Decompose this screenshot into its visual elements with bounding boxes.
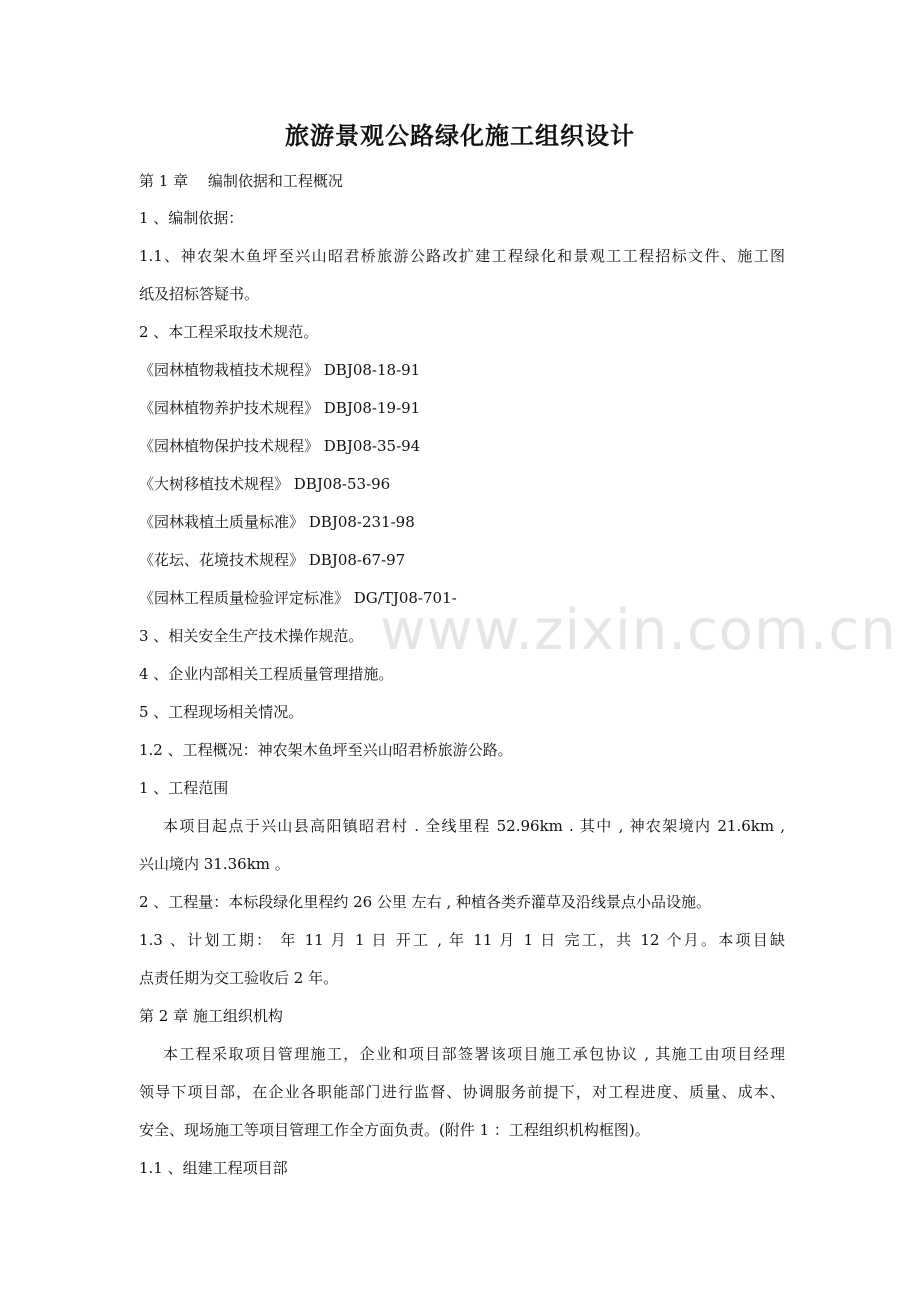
section-basis-heading: 1 、编制依据：: [139, 209, 244, 227]
paragraph-line: 安全、现场施工等项目管理工作全方面负责。(附件 1 ：工程组织机构框图)。: [139, 1121, 650, 1139]
list-item: 2 、工程量：本标段绿化里程约 26 公里 左右 , 种植各类乔灌草及沿线景点小品设施。: [139, 893, 712, 911]
paragraph-line: 领导下项目部，在企业各职能部门进行监督、协调服务前提下，对工程进度、质量、成本、: [139, 1083, 785, 1101]
standard-item: 《园林植物保护技术规程》 DBJ08-35-94: [139, 437, 421, 455]
standard-item: 《园林植物栽植技术规程》 DBJ08-18-91: [139, 361, 421, 379]
paragraph-line: 本项目起点于兴山县高阳镇昭君村 . 全线里程 52.96km . 其中 , 神农架境内 21.6km ,: [163, 817, 785, 835]
standard-item: 《园林栽植土质量标准》 DBJ08-231-98: [139, 513, 415, 531]
standard-item: 《花坛、花境技术规程》 DBJ08-67-97: [139, 551, 406, 569]
chapter-1-heading: 第 1 章 编制依据和工程概况: [139, 172, 343, 190]
list-item: 1 、工程范围: [139, 779, 229, 797]
section-overview-heading: 1.2 、工程概况：神农架木鱼坪至兴山昭君桥旅游公路。: [139, 741, 513, 759]
list-item: 2 、本工程采取技术规范。: [139, 323, 319, 341]
paragraph-line: 兴山境内 31.36km 。: [139, 855, 290, 873]
chapter-2-heading: 第 2 章 施工组织机构: [139, 1007, 283, 1025]
paragraph-line: 1.1、神农架木鱼坪至兴山昭君桥旅游公路改扩建工程绿化和景观工工程招标文件、施工图: [139, 247, 785, 265]
paragraph-line: 点责任期为交工验收后 2 年。: [139, 969, 339, 987]
document-title: 旅游景观公路绿化施工组织设计: [285, 122, 635, 150]
paragraph-line: 本工程采取项目管理施工，企业和项目部签署该项目施工承包协议 , 其施工由项目经理: [163, 1045, 785, 1063]
list-item: 5 、工程现场相关情况。: [139, 703, 304, 721]
section-heading: 1.1 、组建工程项目部: [139, 1159, 288, 1177]
standard-item: 《大树移植技术规程》 DBJ08-53-96: [139, 475, 391, 493]
watermark: www.zixin.com.cn: [380, 598, 897, 663]
paragraph-line: 纸及招标答疑书。: [139, 285, 260, 303]
list-item: 3 、相关安全生产技术操作规范。: [139, 627, 364, 645]
standard-item: 《园林工程质量检验评定标准》 DG/TJ08-701-: [139, 589, 457, 607]
list-item: 4 、企业内部相关工程质量管理措施。: [139, 665, 394, 683]
standard-item: 《园林植物养护技术规程》 DBJ08-19-91: [139, 399, 421, 417]
paragraph-line: 1.3 、计划工期： 年 11 月 1 日 开工 , 年 11 月 1 日 完工，共 12 个月。本项目缺: [139, 931, 785, 949]
